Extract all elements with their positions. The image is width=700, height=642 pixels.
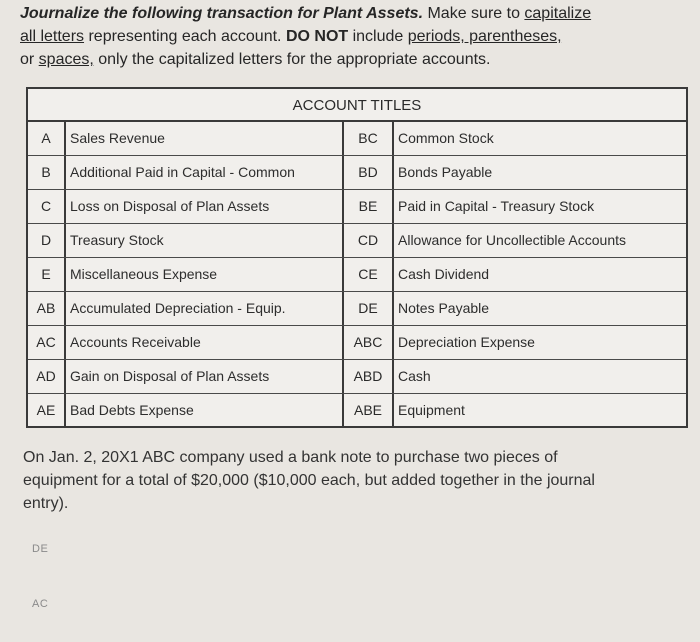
table-row <box>28 122 686 156</box>
account-title: Depreciation Expense <box>398 334 535 350</box>
table-row <box>28 394 686 428</box>
instructions-lead: Journalize the following transaction for Plant Assets. <box>20 5 424 22</box>
account-titles-table <box>26 87 688 428</box>
account-code: ABE <box>344 394 394 428</box>
account-title: Bad Debts Expense <box>66 394 344 428</box>
account-code: AC <box>28 326 66 359</box>
account-code: CD <box>344 224 394 257</box>
account-code: ABC <box>344 326 394 359</box>
account-title: Miscellaneous Expense <box>66 258 344 291</box>
account-title: Common Stock <box>398 130 494 146</box>
account-title: Bonds Payable <box>398 164 493 180</box>
instructions-text: Make sure to <box>423 5 525 22</box>
instructions-text: representing each account. <box>84 28 286 45</box>
table-row <box>28 156 686 190</box>
table-header: ACCOUNT TITLES <box>28 89 686 122</box>
account-title: Sales Revenue <box>66 122 344 155</box>
account-title: Treasury Stock <box>66 224 344 257</box>
instructions <box>20 2 670 71</box>
table-body <box>28 122 686 428</box>
account-code: ABD <box>344 360 394 393</box>
account-code: DE <box>344 292 394 325</box>
instructions-text: only the capitalized letters for the appropriate accounts. <box>93 51 491 68</box>
account-title: Additional Paid in Capital - Common <box>66 156 344 189</box>
account-title: Equipment <box>398 402 465 418</box>
account-code: B <box>28 156 66 189</box>
instructions-underline: periods, parentheses, <box>407 28 562 45</box>
table-row <box>28 326 686 360</box>
instructions-underline: capitalize <box>524 5 592 22</box>
table-row <box>28 258 686 292</box>
account-code: BD <box>344 156 394 189</box>
account-title: Cash <box>398 368 431 384</box>
transaction-question: On Jan. 2, 20X1 ABC company used a bank note to purchase two pieces of equipment for a total of $20,000 ($10,000 each, but added together in the journal entry). <box>23 449 595 512</box>
table-row <box>28 190 686 224</box>
answer-input-credit[interactable]: AC <box>32 598 49 610</box>
account-title: Allowance for Uncollectible Accounts <box>398 232 627 248</box>
instructions-text: or <box>20 51 39 68</box>
account-code: BC <box>344 122 394 155</box>
account-title: Cash Dividend <box>398 266 490 282</box>
table-row <box>28 292 686 326</box>
table-row <box>28 360 686 394</box>
account-code: E <box>28 258 66 291</box>
instructions-text: include <box>348 28 408 45</box>
account-title: Accounts Receivable <box>66 326 344 359</box>
account-code: AD <box>28 360 66 393</box>
account-title: Gain on Disposal of Plan Assets <box>66 360 344 393</box>
account-code: C <box>28 190 66 223</box>
account-code: AB <box>28 292 66 325</box>
account-title: Loss on Disposal of Plan Assets <box>66 190 344 223</box>
account-title: Paid in Capital - Treasury Stock <box>398 198 595 214</box>
account-code: CE <box>344 258 394 291</box>
account-title: Notes Payable <box>398 300 490 316</box>
answer-input-debit[interactable]: DE <box>32 543 49 555</box>
account-code: BE <box>344 190 394 223</box>
account-code: A <box>28 122 66 155</box>
instructions-emphasis: DO NOT <box>285 28 349 45</box>
account-title: Accumulated Depreciation - Equip. <box>66 292 344 325</box>
account-code: AE <box>28 394 66 428</box>
instructions-underline: spaces, <box>38 51 94 68</box>
table-row <box>28 224 686 258</box>
instructions-underline: all letters <box>20 28 85 45</box>
account-code: D <box>28 224 66 257</box>
